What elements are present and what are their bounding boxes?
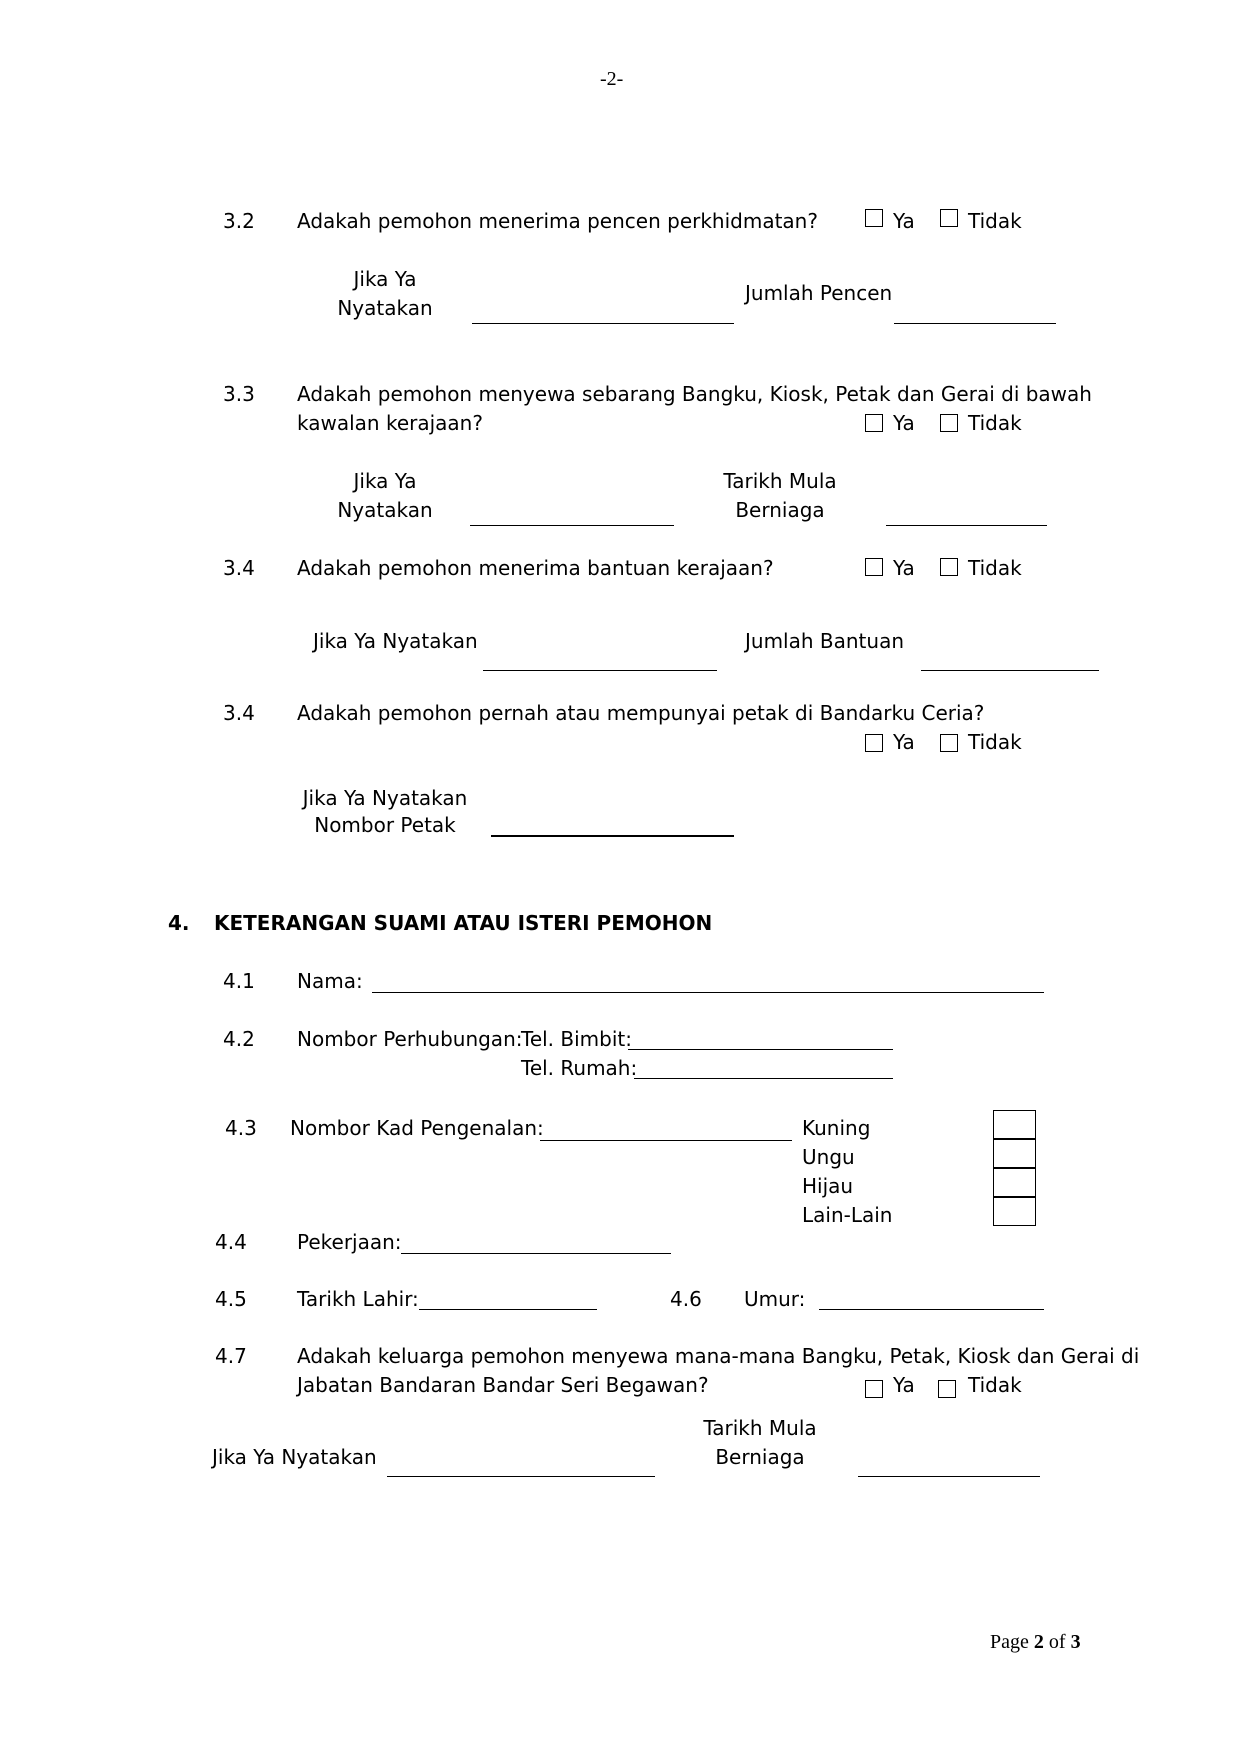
q3-4a-yes-label: Ya [893,556,915,580]
footer-current-page: 2 [1033,1631,1044,1653]
q4-3-hijau-box[interactable] [993,1168,1036,1197]
q4-1-name-line [372,992,1044,993]
q3-2-no-checkbox[interactable] [940,209,958,227]
q4-3-ic-field[interactable] [540,1114,792,1139]
q3-2-question: Adakah pemohon menerima pencen perkhidmatan? [297,209,818,233]
section-4-title: KETERANGAN SUAMI ATAU ISTERI PEMOHON [214,911,713,935]
q3-3-question-line2: kawalan kerajaan? [297,411,483,435]
q3-3-no-label: Tidak [968,411,1022,435]
q4-7-question-line1: Adakah keluarga pemohon menyewa mana-mana Bangku, Petak, Kiosk dan Gerai di [297,1344,1140,1368]
q4-6-number: 4.6 [670,1287,702,1311]
q3-3-yes-label: Ya [893,411,915,435]
section-4-number: 4. [168,911,190,935]
q4-2-home-line [634,1078,893,1079]
q3-3-date-line [886,525,1047,526]
footer-total-pages: 3 [1070,1631,1081,1653]
q3-4a-question: Adakah pemohon menerima bantuan kerajaan? [297,556,774,580]
q3-2-yes-label: Ya [893,209,915,233]
q3-2-amount-label: Jumlah Pencen [745,281,893,305]
q3-2-specify-line [472,323,734,324]
q3-4b-plot-number-line [491,835,734,837]
q4-7-date-line1: Tarikh Mula [703,1416,817,1440]
q3-4a-yes-checkbox[interactable] [865,558,883,576]
q4-5-label: Tarikh Lahir: [297,1287,419,1311]
q3-4a-amount-field[interactable] [921,643,1099,669]
q4-3-ic-line [540,1140,792,1141]
q3-2-if-yes-line2: Nyatakan [337,296,433,320]
q4-3-number: 4.3 [225,1116,257,1140]
q3-4b-yes-checkbox[interactable] [865,734,883,752]
q3-2-if-yes-line1: Jika Ya [353,267,417,291]
q3-2-number: 3.2 [223,209,255,233]
q4-1-name-field[interactable] [372,966,1044,991]
q4-3-label: Nombor Kad Pengenalan: [290,1116,544,1140]
q3-3-specify-line [470,525,674,526]
footer-of-word: of [1048,1631,1066,1653]
q4-3-kuning-box[interactable] [993,1110,1036,1139]
q4-7-specify-line [387,1476,655,1477]
q4-7-date-field[interactable] [858,1449,1040,1475]
q4-3-option-kuning: Kuning [802,1116,871,1140]
q3-4b-if-yes-line1: Jika Ya Nyatakan [302,786,468,810]
q4-1-number: 4.1 [223,969,255,993]
q3-4b-plot-number-field[interactable] [491,808,734,834]
q3-2-no-label: Tidak [968,209,1022,233]
q3-2-yes-checkbox[interactable] [865,209,883,227]
q4-7-number: 4.7 [215,1344,247,1368]
q4-1-label: Nama: [297,969,363,993]
q4-6-age-field[interactable] [819,1283,1044,1308]
q4-2-home-field[interactable] [634,1052,893,1077]
q4-5-number: 4.5 [215,1287,247,1311]
q4-7-no-checkbox[interactable] [938,1380,956,1398]
q4-7-date-line [858,1476,1040,1477]
q3-4a-specify-field[interactable] [483,643,717,669]
q3-3-if-yes-line2: Nyatakan [337,498,433,522]
q3-3-date-line2: Berniaga [735,498,825,522]
q3-4b-question: Adakah pemohon pernah atau mempunyai petak di Bandarku Ceria? [297,701,985,725]
q3-4a-amount-line [921,670,1099,671]
q4-3-option-ungu: Ungu [802,1145,855,1169]
q3-4a-if-yes: Jika Ya Nyatakan [313,629,478,653]
q3-4a-no-label: Tidak [968,556,1022,580]
q4-7-date-line2: Berniaga [715,1445,805,1469]
q3-3-question-line1: Adakah pemohon menyewa sebarang Bangku, Kiosk, Petak dan Gerai di bawah [297,382,1092,406]
q3-4b-no-label: Tidak [968,730,1022,754]
q3-4b-number: 3.4 [223,701,255,725]
q3-3-no-checkbox[interactable] [940,414,958,432]
q3-4a-number: 3.4 [223,556,255,580]
q4-2-mobile-label: Tel. Bimbit: [521,1027,632,1051]
q4-5-dob-line [419,1309,597,1310]
page-footer [990,1629,1081,1655]
q4-4-occupation-line [401,1253,671,1254]
q3-3-specify-field[interactable] [470,498,674,524]
q3-4b-no-checkbox[interactable] [940,734,958,752]
q3-4a-no-checkbox[interactable] [940,558,958,576]
q3-4a-specify-line [483,670,717,671]
q4-7-question-line2: Jabatan Bandaran Bandar Seri Begawan? [297,1373,709,1397]
q3-3-date-line1: Tarikh Mula [723,469,837,493]
q4-2-mobile-field[interactable] [628,1023,893,1048]
q4-6-age-line [819,1309,1044,1310]
q3-4b-if-yes-line2: Nombor Petak [314,813,456,837]
page-marker: -2- [600,68,624,90]
q3-3-number: 3.3 [223,382,255,406]
q4-3-option-hijau: Hijau [802,1174,854,1198]
q4-7-specify-field[interactable] [387,1449,655,1475]
q4-2-label: Nombor Perhubungan: [297,1027,523,1051]
q3-4a-amount-label: Jumlah Bantuan [745,629,905,653]
q3-2-specify-field[interactable] [472,296,734,322]
q4-6-label: Umur: [744,1287,806,1311]
q4-2-number: 4.2 [223,1027,255,1051]
q4-3-option-lain-lain: Lain-Lain [802,1203,893,1227]
q4-2-mobile-line [628,1049,893,1050]
q3-3-date-field[interactable] [886,498,1047,524]
q4-2-home-label: Tel. Rumah: [521,1056,638,1080]
q3-4b-yes-label: Ya [893,730,915,754]
q4-4-label: Pekerjaan: [297,1230,402,1254]
q4-7-yes-checkbox[interactable] [865,1380,883,1398]
q4-7-if-yes: Jika Ya Nyatakan [212,1445,377,1469]
q4-4-occupation-field[interactable] [401,1227,671,1252]
q3-2-amount-field[interactable] [894,296,1056,322]
q4-7-no-label: Tidak [968,1373,1022,1397]
q4-7-yes-label: Ya [893,1373,915,1397]
q3-3-if-yes-line1: Jika Ya [353,469,417,493]
footer-page-word: Page [990,1631,1029,1653]
q4-3-lain-lain-box[interactable] [993,1197,1036,1226]
q4-5-dob-field[interactable] [419,1283,597,1308]
q4-4-number: 4.4 [215,1230,247,1254]
q3-3-yes-checkbox[interactable] [865,414,883,432]
q3-2-amount-line [894,323,1056,324]
q4-3-ungu-box[interactable] [993,1139,1036,1168]
